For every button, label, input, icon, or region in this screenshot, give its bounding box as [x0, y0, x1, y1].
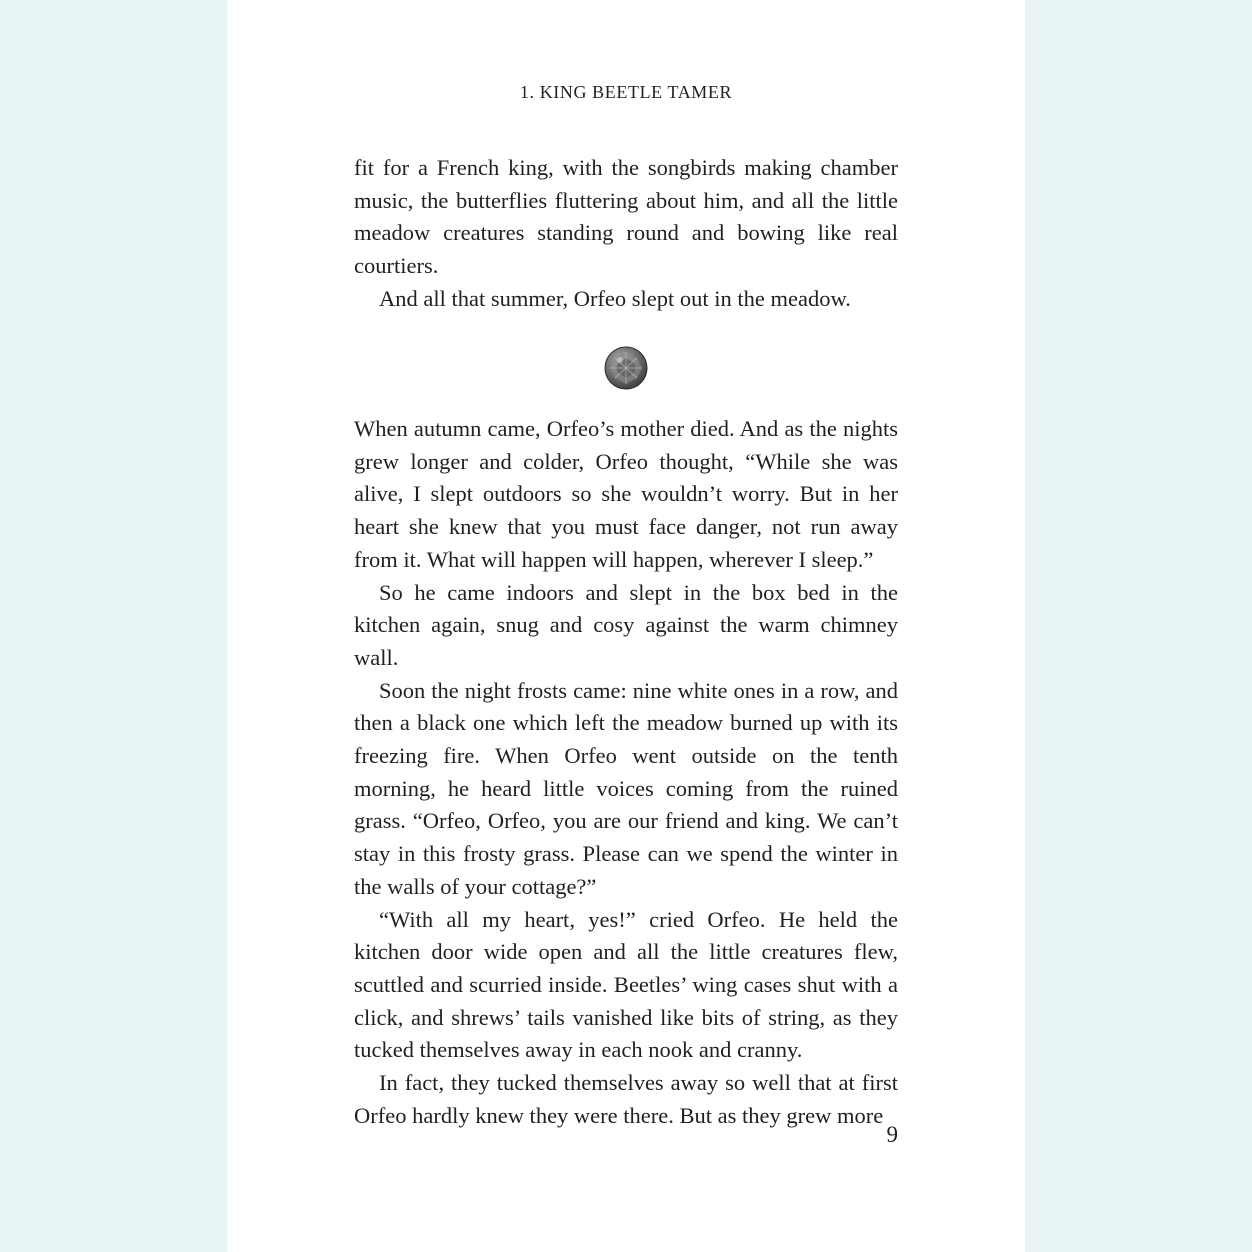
paragraph: And all that summer, Orfeo slept out in the meadow. [379, 285, 851, 311]
book-page [227, 0, 1025, 1252]
paragraph: fit for a French king, with the songbirds making chamber music, the butterflies fluttering about him, and all the little meadow creatures standing round and bowing like real courtiers. [354, 155, 898, 279]
paragraph: When autumn came, Orfeo’s mother died. And as the nights grew longer and colder, Orfeo thought, “While she was alive, I slept outdoors so she wouldn’t worry. But in her heart she knew that you must face danger, not run away from it. What will happen will happen, wherever I sleep.” [354, 416, 898, 572]
running-head: 1. KING BEETLE TAMER [519, 82, 733, 102]
paragraph: So he came indoors and slept in the box bed in the kitchen again, snug and cosy against the warm chimney wall. [354, 579, 898, 670]
page-number: 9 [886, 1122, 898, 1147]
paragraph: Soon the night frosts came: nine white ones in a row, and then a black one which left the meadow burned up with its freezing fire. When Orfeo went outside on the tenth morning, he heard little voices coming from the ruined grass. “Orfeo, Orfeo, you are our friend and king. We can’t stay in this frosty grass. Please can we spend the winter in the walls of your cottage?” [354, 677, 898, 899]
paragraph: In fact, they tucked themselves away so well that at first Orfeo hardly knew they were there. But as they grew more [354, 1070, 898, 1128]
paragraph: “With all my heart, yes!” cried Orfeo. He held the kitchen door wide open and all the little creatures flew, scuttled and scurried inside. Beetles’ wing cases shut with a click, and shrews’ tails vanished like bits of string, as they tucked themselves away in each nook and cranny. [354, 906, 898, 1063]
text-block-after-break [354, 413, 898, 1132]
text-block-before-break [354, 152, 898, 316]
gem-ornament-icon [604, 346, 648, 390]
